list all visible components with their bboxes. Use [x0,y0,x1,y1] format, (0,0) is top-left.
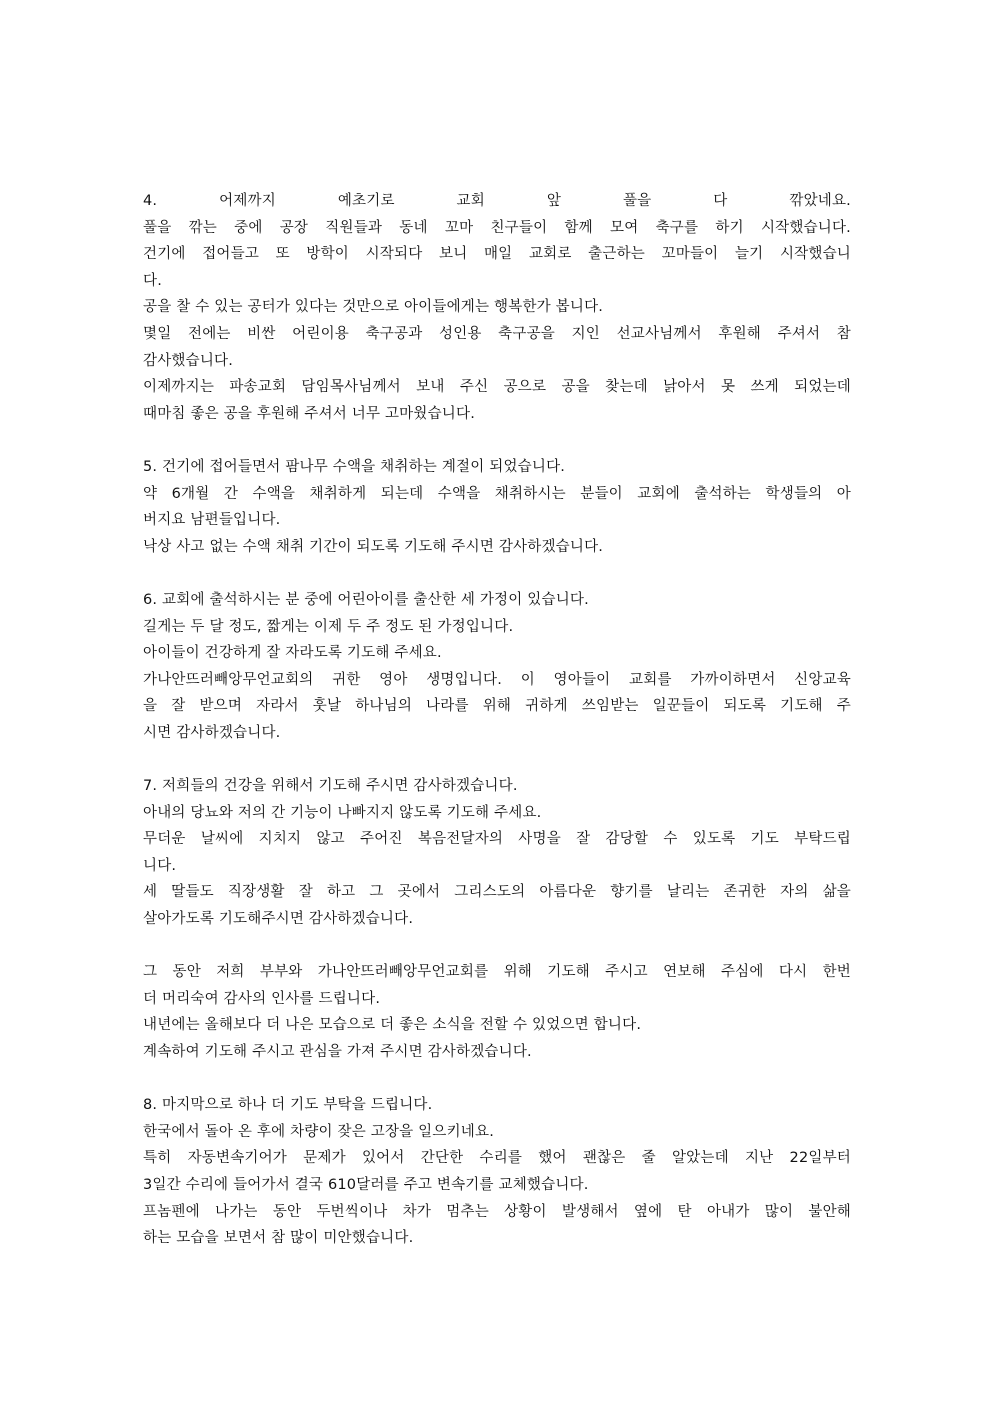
text-line: 세 딸들도 직장생활 잘 하고 그 곳에서 그리스도의 아름다운 향기를 날리는 존귀한 자의 삶을 [143,884,851,901]
text-line: 특히 자동변속기어가 문제가 있어서 간단한 수리를 했어 괜찮은 줄 알았는데 지난 22일부터 [143,1150,851,1167]
text-line: 하는 모습을 보면서 참 많이 미안했습니다. [143,1230,414,1247]
text-line: 살아가도록 기도해주시면 감사하겠습니다. [143,911,414,928]
document-body [143,188,851,1278]
paragraph-item-7 [143,773,851,933]
text-line: 몇일 전에는 비싼 어린이용 축구공과 성인용 축구공을 지인 선교사님께서 후원해 주셔서 참 [143,325,851,342]
text-line: 이제까지는 파송교회 담임목사님께서 보내 주신 공으로 공을 찾는데 낡아서 못 쓰게 되었는데 [143,379,851,396]
text-line: 풀을 깎는 중에 공장 직원들과 동네 꼬마 친구들이 함께 모여 축구를 하기 시작했습니다. [143,219,851,236]
text-line: 6. 교회에 출석하시는 분 중에 어린아이를 출산한 세 가정이 있습니다. [143,591,589,608]
text-line: 계속하여 기도해 주시고 관심을 가져 주시면 감사하겠습니다. [143,1044,532,1060]
text-line: 아이들이 건강하게 잘 자라도록 기도해 주세요. [143,645,442,662]
text-line: 공을 찰 수 있는 공터가 있다는 것만으로 아이들에게는 행복한가 봅니다. [143,299,604,316]
text-line: 버지요 남편들입니다. [143,512,281,529]
text-line: 더 머리숙여 감사의 인사를 드립니다. [143,990,381,1007]
text-line: 때마침 좋은 공을 후원해 주셔서 너무 고마웠습니다. [143,405,476,422]
text-line: 한국에서 돌아 온 후에 차량이 잦은 고장을 일으키네요. [143,1123,495,1140]
text-line: 가나안뜨러빼앙무언교회의 귀한 영아 생명입니다. 이 영아들이 교회를 가까이하면서 신앙교육 [143,671,851,688]
text-line: 감사했습니다. [143,352,234,369]
text-line: 다. [143,272,163,289]
text-line: 건기에 접어들고 또 방학이 시작되다 보니 매일 교회로 출근하는 꼬마들이 늘기 시작했습니 [143,246,851,263]
paragraph-item-4 [143,188,851,427]
text-line: 5. 건기에 접어들면서 팜나무 수액을 채취하는 계절이 되었습니다. [143,458,566,475]
text-line: 8. 마지막으로 하나 더 기도 부탁을 드립니다. [143,1097,433,1114]
text-line: 프놈펜에 나가는 동안 두번씩이나 차가 멈추는 상황이 발생해서 옆에 탄 아내가 많이 불안해 [143,1203,851,1220]
text-line: 을 잘 받으며 자라서 훗날 하나님의 나라를 위해 귀하게 쓰임받는 일꾼들이 되도록 기도해 주 [143,698,851,715]
text-line: 시면 감사하겠습니다. [143,724,281,741]
text-line: 그 동안 저희 부부와 가나안뜨러빼앙무언교회를 위해 기도해 주시고 연보해 주심에 다시 한번 [143,964,851,981]
text-line: 3일간 수리에 들어가서 결국 610달러를 주고 변속기를 교체했습니다. [143,1176,589,1193]
text-line: 낙상 사고 없는 수액 채취 기간이 되도록 기도해 주시면 감사하겠습니다. [143,538,604,555]
paragraph-thanks [143,959,851,1065]
text-line: 7. 저희들의 건강을 위해서 기도해 주시면 감사하겠습니다. [143,778,518,795]
text-line: 무더운 날씨에 지치지 않고 주어진 복음전달자의 사명을 잘 감당할 수 있도록 기도 부탁드립 [143,831,851,848]
text-line: 4. 어제까지 예초기로 교회 앞 풀을 다 깎았네요. [143,193,851,209]
text-line: 니다. [143,857,177,874]
paragraph-item-8 [143,1092,851,1252]
text-line: 아내의 당뇨와 저의 간 기능이 나빠지지 않도록 기도해 주세요. [143,804,542,821]
text-line: 약 6개월 간 수액을 채취하게 되는데 수액을 채취하시는 분들이 교회에 출석하는 학생들의 아 [143,485,851,502]
text-line: 길게는 두 달 정도, 짧게는 이제 두 주 정도 된 가정입니다. [143,618,514,635]
paragraph-item-5 [143,454,851,560]
paragraph-item-6 [143,587,851,747]
text-line: 내년에는 올해보다 더 나은 모습으로 더 좋은 소식을 전할 수 있었으면 합니다. [143,1017,642,1034]
